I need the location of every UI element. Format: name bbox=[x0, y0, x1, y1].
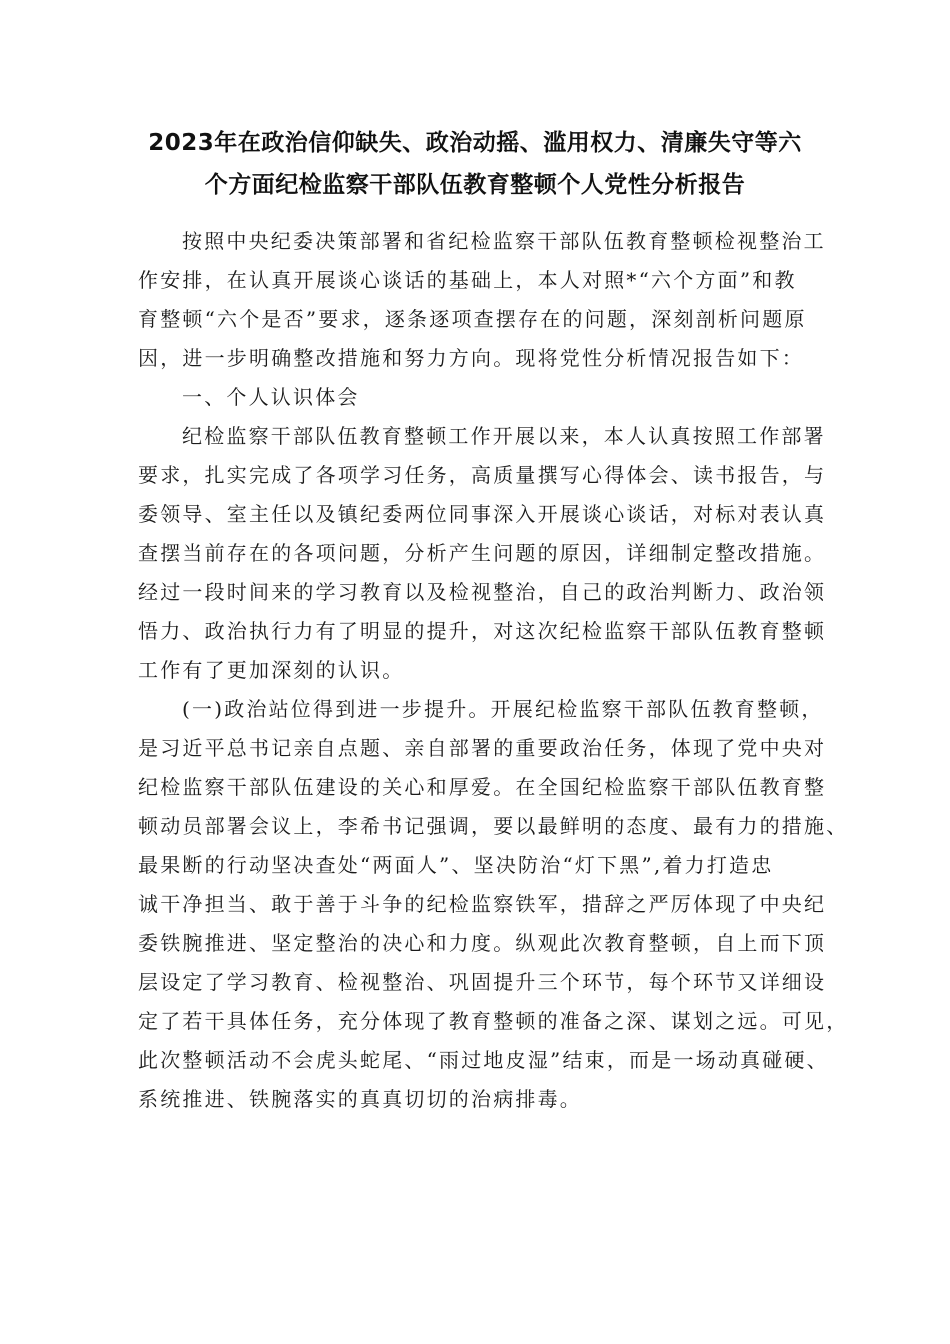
paragraph-line: 诚干净担当、敢于善于斗争的纪检监察铁军，措辞之严厉体现了中央纪 bbox=[138, 892, 827, 916]
paragraph-line: 悟力、政治执行力有了明显的提升，对这次纪检监察干部队伍教育整顿 bbox=[138, 619, 827, 643]
paragraph-line: 纪检监察干部队伍建设的关心和厚爱。在全国纪检监察干部队伍教育整 bbox=[138, 775, 827, 799]
paragraph-line: 定了若干具体任务，充分体现了教育整顿的准备之深、谋划之远。可见， bbox=[138, 1009, 849, 1033]
paragraph-line: 按照中央纪委决策部署和省纪检监察干部队伍教育整顿检视整治工 bbox=[182, 229, 826, 253]
paragraph-line: (一)政治站位得到进一步提升。开展纪检监察干部队伍教育整顿， bbox=[182, 697, 824, 721]
paragraph-line: 系统推进、铁腕落实的真真切切的治病排毒。 bbox=[138, 1087, 582, 1111]
paragraph-line: 育整顿“六个是否”要求，逐条逐项查摆存在的问题，深刻剖析问题原 bbox=[138, 307, 807, 331]
paragraph-line: 要求，扎实完成了各项学习任务，高质量撰写心得体会、读书报告，与 bbox=[138, 463, 827, 487]
document-body bbox=[138, 222, 849, 1119]
paragraph-line: 作安排，在认真开展谈心谈话的基础上，本人对照*“六个方面”和教 bbox=[138, 268, 797, 292]
paragraph-line: 纪检监察干部队伍教育整顿工作开展以来，本人认真按照工作部署 bbox=[182, 424, 826, 448]
paragraph-line: 委铁腕推进、坚定整治的决心和力度。纵观此次教育整顿，自上而下顶 bbox=[138, 931, 827, 955]
title-line: 2023年在政治信仰缺失、政治动摇、滥用权力、清廉失守等六 bbox=[148, 130, 802, 156]
paragraph-line: 最果断的行动坚决查处“两面人”、坚决防治“灯下黑”,着力打造忠 bbox=[138, 853, 774, 877]
paragraph-line: 是习近平总书记亲自点题、亲自部署的重要政治任务，体现了党中央对 bbox=[138, 736, 827, 760]
paragraph-line: 此次整顿活动不会虎头蛇尾、“雨过地皮湿”结束，而是一场动真碰硬、 bbox=[138, 1048, 829, 1072]
paragraph-line: 顿动员部署会议上，李希书记强调，要以最鲜明的态度、最有力的措施、 bbox=[138, 814, 849, 838]
paragraph-line: 委领导、室主任以及镇纪委两位同事深入开展谈心谈话，对标对表认真 bbox=[138, 502, 827, 526]
paragraph-line: 查摆当前存在的各项问题，分析产生问题的原因，详细制定整改措施。 bbox=[138, 541, 827, 565]
section-heading: 一、个人认识体会 bbox=[182, 385, 360, 409]
paragraph-line: 因，进一步明确整改措施和努力方向。现将党性分析情况报告如下： bbox=[138, 346, 804, 370]
title-line: 个方面纪检监察干部队伍教育整顿个人党性分析报告 bbox=[204, 172, 746, 198]
paragraph-line: 经过一段时间来的学习教育以及检视整治，自己的政治判断力、政治领 bbox=[138, 580, 827, 604]
paragraph-line: 层设定了学习教育、检视整治、巩固提升三个环节，每个环节又详细设 bbox=[138, 970, 827, 994]
document-title bbox=[110, 122, 840, 206]
paragraph-line: 工作有了更加深刻的认识。 bbox=[138, 658, 405, 682]
